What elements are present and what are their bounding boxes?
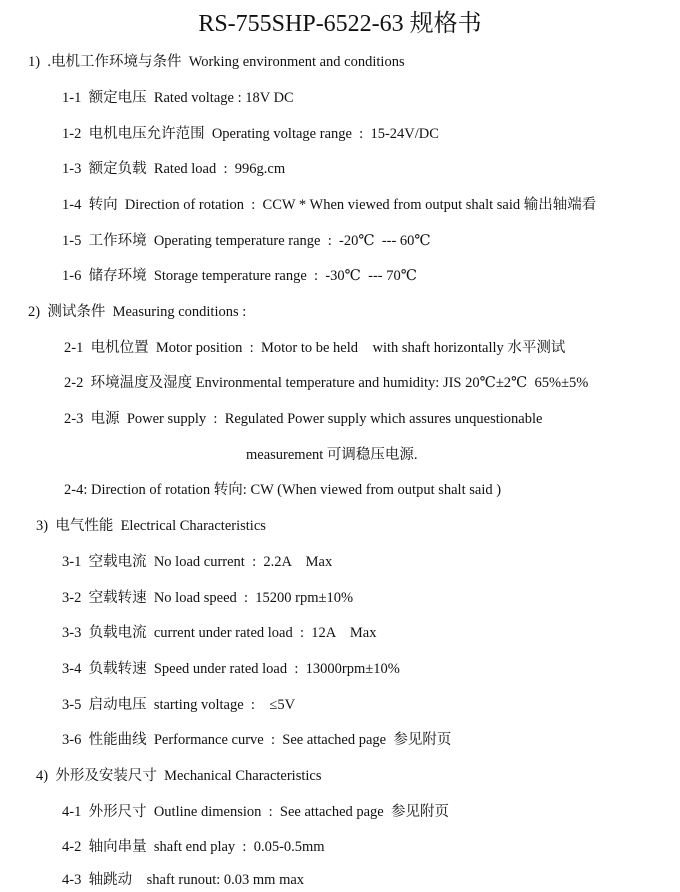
spec-1-1: 1-1 额定电压 Rated voltage : 18V DC <box>62 90 294 106</box>
spec-3-1: 3-1 空载电流 No load current : 2.2A Max <box>62 554 333 570</box>
section-2-heading: 2) 测试条件 Measuring conditions : <box>28 304 247 320</box>
spec-4-3: 4-3 轴跳动 shaft runout: 0.03 mm max <box>62 872 305 888</box>
spec-3-5: 3-5 启动电压 starting voltage : ≤5V <box>62 697 296 713</box>
spec-1-3: 1-3 额定负载 Rated load : 996g.cm <box>62 161 286 177</box>
spec-2-3: 2-3 电源 Power supply : Regulated Power supply which assures unquestionable <box>64 411 543 427</box>
document-title: RS-755SHP-6522-63 规格书 <box>198 11 482 37</box>
spec-4-2: 4-2 轴向串量 shaft end play : 0.05-0.5mm <box>62 839 325 855</box>
spec-1-2: 1-2 电机电压允许范围 Operating voltage range : 15-24V/DC <box>62 126 439 142</box>
spec-2-2: 2-2 环境温度及湿度 Environmental temperature and humidity: JIS 20℃±2℃ 65%±5% <box>64 375 589 391</box>
section-3-heading: 3) 电气性能 Electrical Characteristics <box>36 518 266 534</box>
spec-1-4: 1-4 转向 Direction of rotation : CCW * When viewed from output shalt said 输出轴端看 <box>62 197 597 213</box>
spec-4-1: 4-1 外形尺寸 Outline dimension : See attached page 参见附页 <box>62 804 449 820</box>
section-1-heading: 1) .电机工作环境与条件 Working environment and conditions <box>28 54 405 70</box>
spec-3-3: 3-3 负载电流 current under rated load : 12A Max <box>62 625 377 641</box>
spec-1-6: 1-6 储存环境 Storage temperature range : -30℃ --- 70℃ <box>62 268 417 284</box>
spec-1-5: 1-5 工作环境 Operating temperature range : -20℃ --- 60℃ <box>62 233 431 249</box>
spec-2-1: 2-1 电机位置 Motor position : Motor to be held with shaft horizontally 水平测试 <box>64 340 566 356</box>
spec-3-2: 3-2 空载转速 No load speed : 15200 rpm±10% <box>62 590 354 606</box>
spec-2-4: 2-4: Direction of rotation 转向: CW (When viewed from output shalt said ) <box>64 482 502 498</box>
section-4-heading: 4) 外形及安装尺寸 Mechanical Characteristics <box>36 768 322 784</box>
spec-3-6: 3-6 性能曲线 Performance curve : See attached page 参见附页 <box>62 732 452 748</box>
spec-3-4: 3-4 负载转速 Speed under rated load : 13000rpm±10% <box>62 661 400 677</box>
spec-2-3-continuation: measurement 可调稳压电源. <box>246 447 418 463</box>
